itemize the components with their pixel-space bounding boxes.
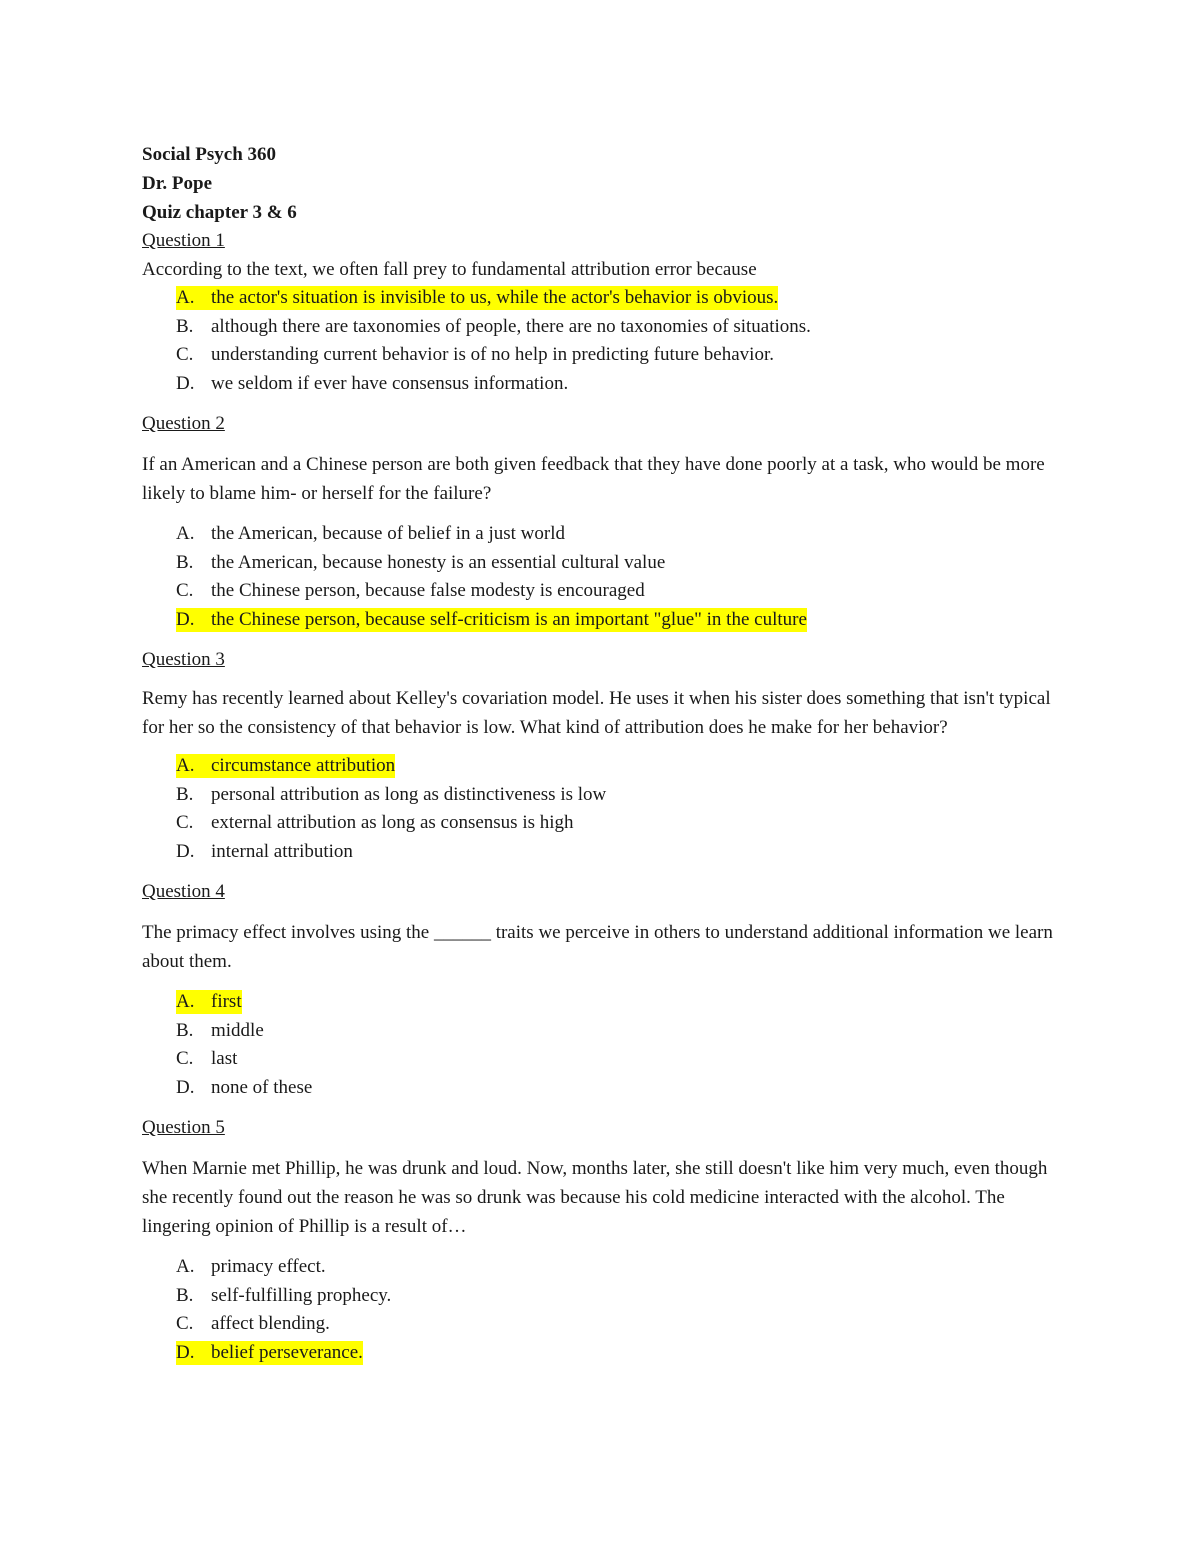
option-letter: D. — [176, 608, 195, 630]
question-4 — [142, 878, 1062, 1102]
option-letter: A. — [176, 755, 195, 776]
option-text: none of these — [211, 1076, 313, 1098]
option-b — [142, 1282, 1062, 1311]
option-letter: D. — [176, 840, 195, 862]
option-c — [142, 809, 1062, 838]
option-letter: A. — [176, 1256, 195, 1277]
question-text: The primacy effect involves using the ______ traits we perceive in others to understand additional information we learn about them. — [142, 922, 1053, 972]
option-text: understanding current behavior is of no help in predicting future behavior. — [211, 344, 774, 365]
question-1 — [142, 227, 1062, 398]
option-letter: B. — [176, 1284, 194, 1306]
option-list — [142, 1253, 1062, 1367]
question-text: According to the text, we often fall prey to fundamental attribution error because — [142, 259, 757, 280]
option-d — [142, 606, 1062, 635]
option-list — [142, 284, 1062, 398]
option-letter: D. — [176, 1076, 195, 1098]
quiz-title: Quiz chapter 3 & 6 — [142, 202, 297, 223]
option-letter: B. — [176, 315, 194, 337]
option-text: personal attribution as long as distinctiveness is low — [211, 783, 607, 805]
option-text: the Chinese person, because false modesty is encouraged — [211, 580, 645, 601]
option-letter: C. — [176, 1048, 194, 1069]
option-letter: C. — [176, 1313, 194, 1334]
course-title: Social Psych 360 — [142, 144, 277, 165]
question-heading: Question 5 — [142, 1117, 225, 1138]
option-c — [142, 341, 1062, 370]
option-list — [142, 988, 1062, 1102]
question-2 — [142, 410, 1062, 634]
option-text: the American, because honesty is an essential cultural value — [211, 551, 666, 573]
option-d — [142, 1339, 1062, 1368]
question-text: Remy has recently learned about Kelley's covariation model. He uses it when his sister does something that isn't typical for her so the consistency of that behavior is low. What kind of attribution does he make for her behavior? — [142, 688, 1051, 738]
answer-highlight — [176, 608, 807, 632]
option-text: the Chinese person, because self-criticism is an important "glue" in the culture — [211, 608, 807, 630]
option-c — [142, 577, 1062, 606]
option-text: external attribution as long as consensus is high — [211, 812, 574, 833]
option-c — [142, 1310, 1062, 1339]
option-list — [142, 520, 1062, 634]
option-letter: B. — [176, 783, 194, 805]
option-a — [142, 988, 1062, 1017]
option-text: affect blending. — [211, 1313, 330, 1334]
answer-highlight — [176, 754, 395, 778]
option-b — [142, 313, 1062, 342]
option-text: we seldom if ever have consensus information. — [211, 372, 569, 394]
option-letter: A. — [176, 991, 195, 1012]
option-a — [142, 752, 1062, 781]
option-d — [142, 1074, 1062, 1103]
option-letter: C. — [176, 344, 194, 365]
option-b — [142, 1017, 1062, 1046]
document-page — [142, 140, 1062, 1367]
question-heading: Question 2 — [142, 413, 225, 434]
question-heading: Question 4 — [142, 881, 225, 902]
option-c — [142, 1045, 1062, 1074]
option-text: primacy effect. — [211, 1256, 326, 1277]
question-5 — [142, 1114, 1062, 1367]
option-text: the American, because of belief in a just world — [211, 523, 566, 544]
question-text: When Marnie met Phillip, he was drunk and loud. Now, months later, she still doesn't like him very much, even though she recently found out the reason he was so drunk was because his cold medicine interacted with the alcohol. The lingering opinion of Phillip is a result of… — [142, 1158, 1048, 1237]
question-heading: Question 1 — [142, 230, 225, 251]
option-a — [142, 520, 1062, 549]
option-letter: B. — [176, 1019, 194, 1041]
option-letter: A. — [176, 287, 195, 308]
option-text: internal attribution — [211, 840, 353, 862]
answer-highlight — [176, 286, 778, 310]
option-text: belief perseverance. — [211, 1341, 363, 1363]
option-text: last — [211, 1048, 238, 1069]
option-text: although there are taxonomies of people, there are no taxonomies of situations. — [211, 315, 811, 337]
option-letter: C. — [176, 812, 194, 833]
option-text: first — [211, 991, 242, 1012]
option-letter: C. — [176, 580, 194, 601]
answer-highlight — [176, 990, 242, 1014]
option-text: circumstance attribution — [211, 755, 396, 776]
question-text: If an American and a Chinese person are both given feedback that they have done poorly at a task, who would be more likely to blame him- or herself for the failure? — [142, 454, 1045, 504]
option-letter: A. — [176, 523, 195, 544]
option-list — [142, 752, 1062, 866]
question-heading: Question 3 — [142, 649, 225, 670]
option-a — [142, 1253, 1062, 1282]
option-letter: D. — [176, 372, 195, 394]
option-text: middle — [211, 1019, 264, 1041]
option-letter: D. — [176, 1341, 195, 1363]
option-d — [142, 838, 1062, 867]
answer-highlight — [176, 1341, 363, 1365]
instructor-name: Dr. Pope — [142, 173, 213, 194]
option-b — [142, 549, 1062, 578]
option-a — [142, 284, 1062, 313]
question-3 — [142, 646, 1062, 866]
option-text: self-fulfilling prophecy. — [211, 1284, 392, 1306]
option-letter: B. — [176, 551, 194, 573]
option-b — [142, 781, 1062, 810]
option-text: the actor's situation is invisible to us, while the actor's behavior is obvious. — [211, 287, 779, 308]
option-d — [142, 370, 1062, 399]
